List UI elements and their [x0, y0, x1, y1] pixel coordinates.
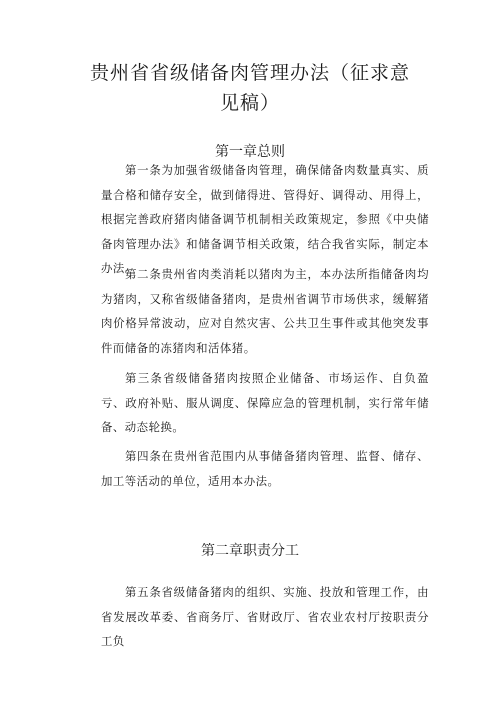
article-paragraph: 第二条贵州省肉类消耗以猪肉为主，本办法所指储备肉均为猪肉，又称省级储备猪肉，是贵州省调节市场供求，缓解猪肉价格异常波动，应对自然灾害、公共卫生事件或其他突发事件而储备的冻猪肉和活体猪。 — [101, 267, 429, 355]
chapter-heading: 第一章总则 — [215, 144, 285, 160]
article-paragraph: 第五条省级储备猪肉的组织、实施、投放和管理工作，由省发展改革委、省商务厅、省财政厅、省农业农村厅按职责分工负 — [101, 585, 429, 648]
article-paragraph: 第一条为加强省级储备肉管理，确保储备肉数量真实、质量合格和储存安全，做到储得进、管得好、调得动、用得上，根据完善政府猪肉储备调节机制相关政策规定，参照《中央储备肉管理办法》和储备调节相关政策，结合我省实际，制定本办法。 — [101, 163, 429, 275]
article-paragraph: 第三条省级储备猪肉按照企业储备、市场运作、自负盈亏、政府补贴、服从调度、保障应急的管理机制，实行常年储备、动态轮换。 — [101, 371, 429, 434]
article-paragraph: 第四条在贵州省范围内从事储备猪肉管理、监督、储存、加工等活动的单位，适用本办法。 — [101, 449, 429, 488]
chapter-heading: 第二章职责分工 — [201, 543, 299, 559]
document-title: 贵州省省级储备肉管理办法（征求意见稿） — [90, 62, 411, 114]
